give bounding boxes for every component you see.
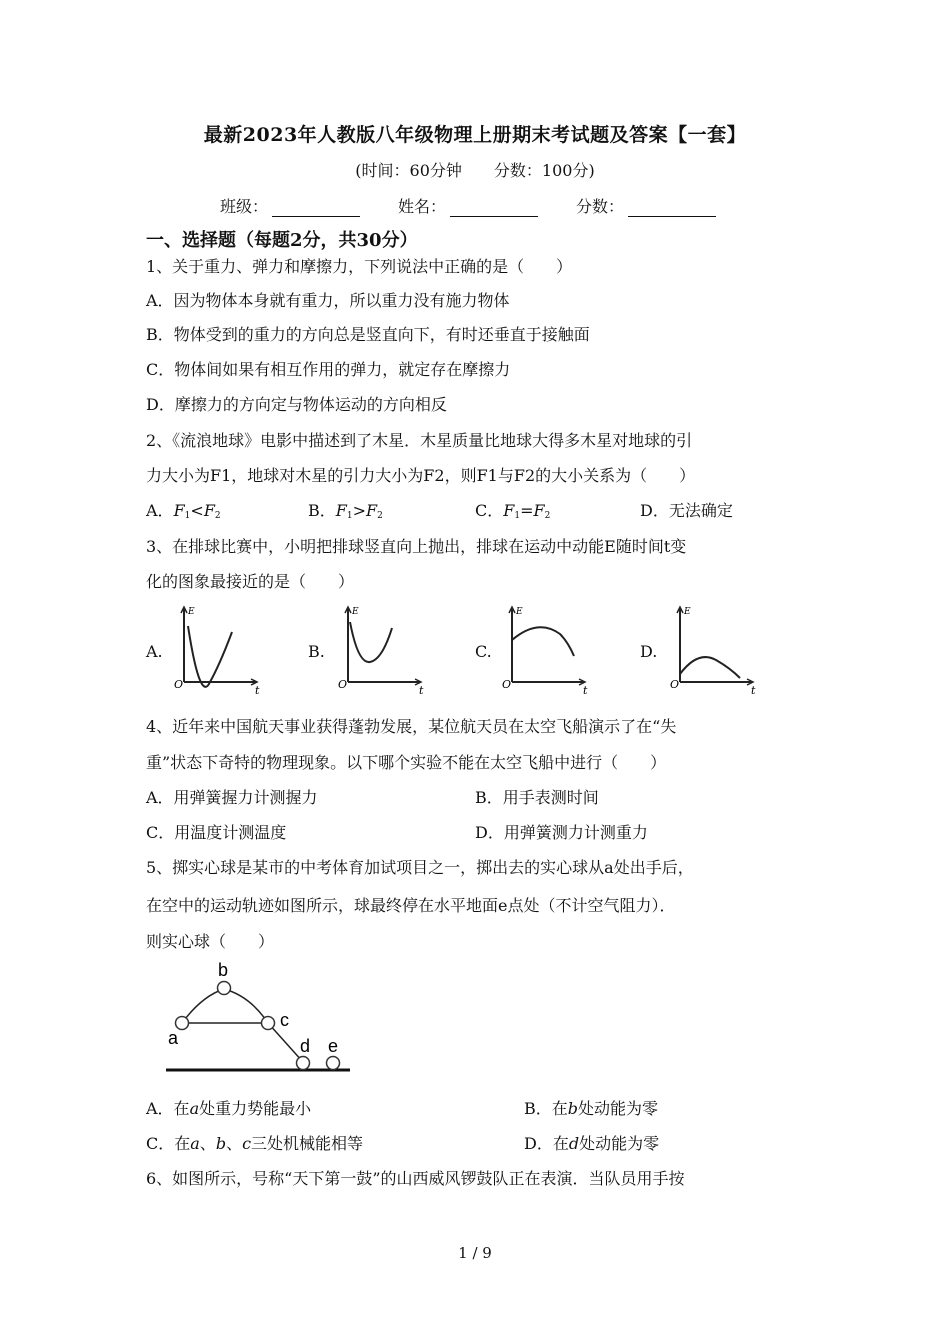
q5-point-d: d [300, 1036, 311, 1056]
class-blank[interactable] [272, 200, 360, 217]
q5-stem-line3: 则实心球（ ） [146, 932, 275, 951]
q1-option-c: C．物体间如果有相互作用的弹力，就定存在摩擦力 [146, 360, 511, 379]
q3-graph-d [668, 604, 760, 694]
q5-stem-line1: 5、掷实心球是某市的中考体育加试项目之一，掷出去的实心球从a处出手后， [146, 858, 694, 877]
score-label: 分数： [576, 197, 625, 216]
q2-option-d: D．无法确定 [640, 501, 733, 520]
q3-graph-c-t: t [583, 684, 588, 694]
q5-point-a: a [168, 1028, 179, 1048]
q1-stem: 1、关于重力、弹力和摩擦力，下列说法中正确的是（ ） [146, 257, 573, 276]
q1-option-a: A．因为物体本身就有重力，所以重力没有施力物体 [146, 291, 510, 310]
name-field[interactable] [398, 194, 538, 217]
q3-graph-b [336, 604, 428, 694]
q5-option-c: C．在a、b、c三处机械能相等 [146, 1134, 364, 1153]
student-info-fields [220, 194, 754, 217]
name-label: 姓名： [398, 197, 447, 216]
q5-point-c: c [280, 1010, 289, 1030]
q4-stem-line1: 4、近年来中国航天事业获得蓬勃发展，某位航天员在太空飞船演示了在“失 [146, 717, 677, 736]
q1-option-b: B．物体受到的重力的方向总是竖直向下，有时还垂直于接触面 [146, 325, 590, 344]
q5-point-b: b [218, 960, 229, 980]
q3-stem-line1: 3、在排球比赛中，小明把排球竖直向上抛出，排球在运动中动能E随时间t变 [146, 537, 687, 556]
q4-option-c: C．用温度计测温度 [146, 823, 287, 842]
q5-option-a: A．在a处重力势能最小 [146, 1099, 312, 1118]
page-title: 最新2023年人教版八年级物理上册期末考试题及答案【一套】 [203, 124, 747, 146]
q5-stem-line2: 在空中的运动轨迹如图所示，球最终停在水平地面e点处（不计空气阻力）． [146, 896, 676, 915]
q2-stem-line1: 2、《流浪地球》电影中描述到了木星．木星质量比地球大得多木星对地球的引 [146, 431, 693, 450]
q3-option-c-label: C. [475, 642, 492, 661]
q5-option-b: B．在b处动能为零 [524, 1099, 659, 1118]
q4-option-a: A．用弹簧握力计测握力 [146, 788, 318, 807]
q3-graph-a-t: t [255, 684, 260, 694]
class-label: 班级： [220, 197, 269, 216]
section-heading: 一、选择题（每题2分，共30分） [146, 230, 418, 251]
q3-graph-d-t: t [751, 684, 756, 694]
name-blank[interactable] [450, 200, 538, 217]
q3-graph-c-e: E [516, 607, 523, 617]
q4-option-b: B．用手表测时间 [475, 788, 599, 807]
exam-info: (时间：60分钟 分数：100分) [355, 161, 595, 180]
q1-option-d: D．摩擦力的方向定与物体运动的方向相反 [146, 395, 447, 414]
q3-graph-c-o: O [502, 678, 512, 691]
q2-option-c: C．$F_1=F_2$ [475, 501, 551, 521]
q3-graph-d-e: E [684, 607, 691, 617]
q3-stem-line2: 化的图象最接近的是（ ） [146, 572, 355, 591]
q3-graph-d-o: O [670, 678, 680, 691]
q3-graph-b-o: O [338, 678, 348, 691]
score-blank[interactable] [628, 200, 716, 217]
q6-stem-line1: 6、如图所示，号称“天下第一鼓”的山西威风锣鼓队正在表演．当队员用手按 [146, 1169, 685, 1188]
q2-stem-line2: 力大小为F1，地球对木星的引力大小为F2，则F1与F2的大小关系为（ ） [146, 466, 696, 485]
q2-option-a: A．$F_1<F_2$ [146, 501, 221, 521]
q3-option-d-label: D. [640, 642, 658, 661]
q4-stem-line2: 重”状态下奇特的物理现象。以下哪个实验不能在太空飞船中进行（ ） [146, 753, 667, 772]
class-field[interactable] [220, 194, 360, 217]
q3-graph-b-t: t [419, 684, 424, 694]
q3-graph-a-e: E [188, 607, 195, 617]
q3-option-a-label: A. [146, 642, 163, 661]
page-number: 1 / 9 [458, 1244, 492, 1262]
score-field[interactable] [576, 194, 716, 217]
q4-option-d: D．用弹簧测力计测重力 [475, 823, 648, 842]
q5-point-e: e [328, 1036, 339, 1056]
q3-option-b-label: B. [308, 642, 325, 661]
q3-graph-c [500, 604, 592, 694]
q5-option-d: D．在d处动能为零 [524, 1134, 660, 1153]
q5-trajectory-diagram [160, 958, 356, 1078]
q3-graph-a-o: O [174, 678, 184, 691]
q3-graph-a [172, 604, 264, 694]
q2-option-b: B．$F_1>F_2$ [308, 501, 383, 521]
q3-graph-b-e: E [352, 607, 359, 617]
